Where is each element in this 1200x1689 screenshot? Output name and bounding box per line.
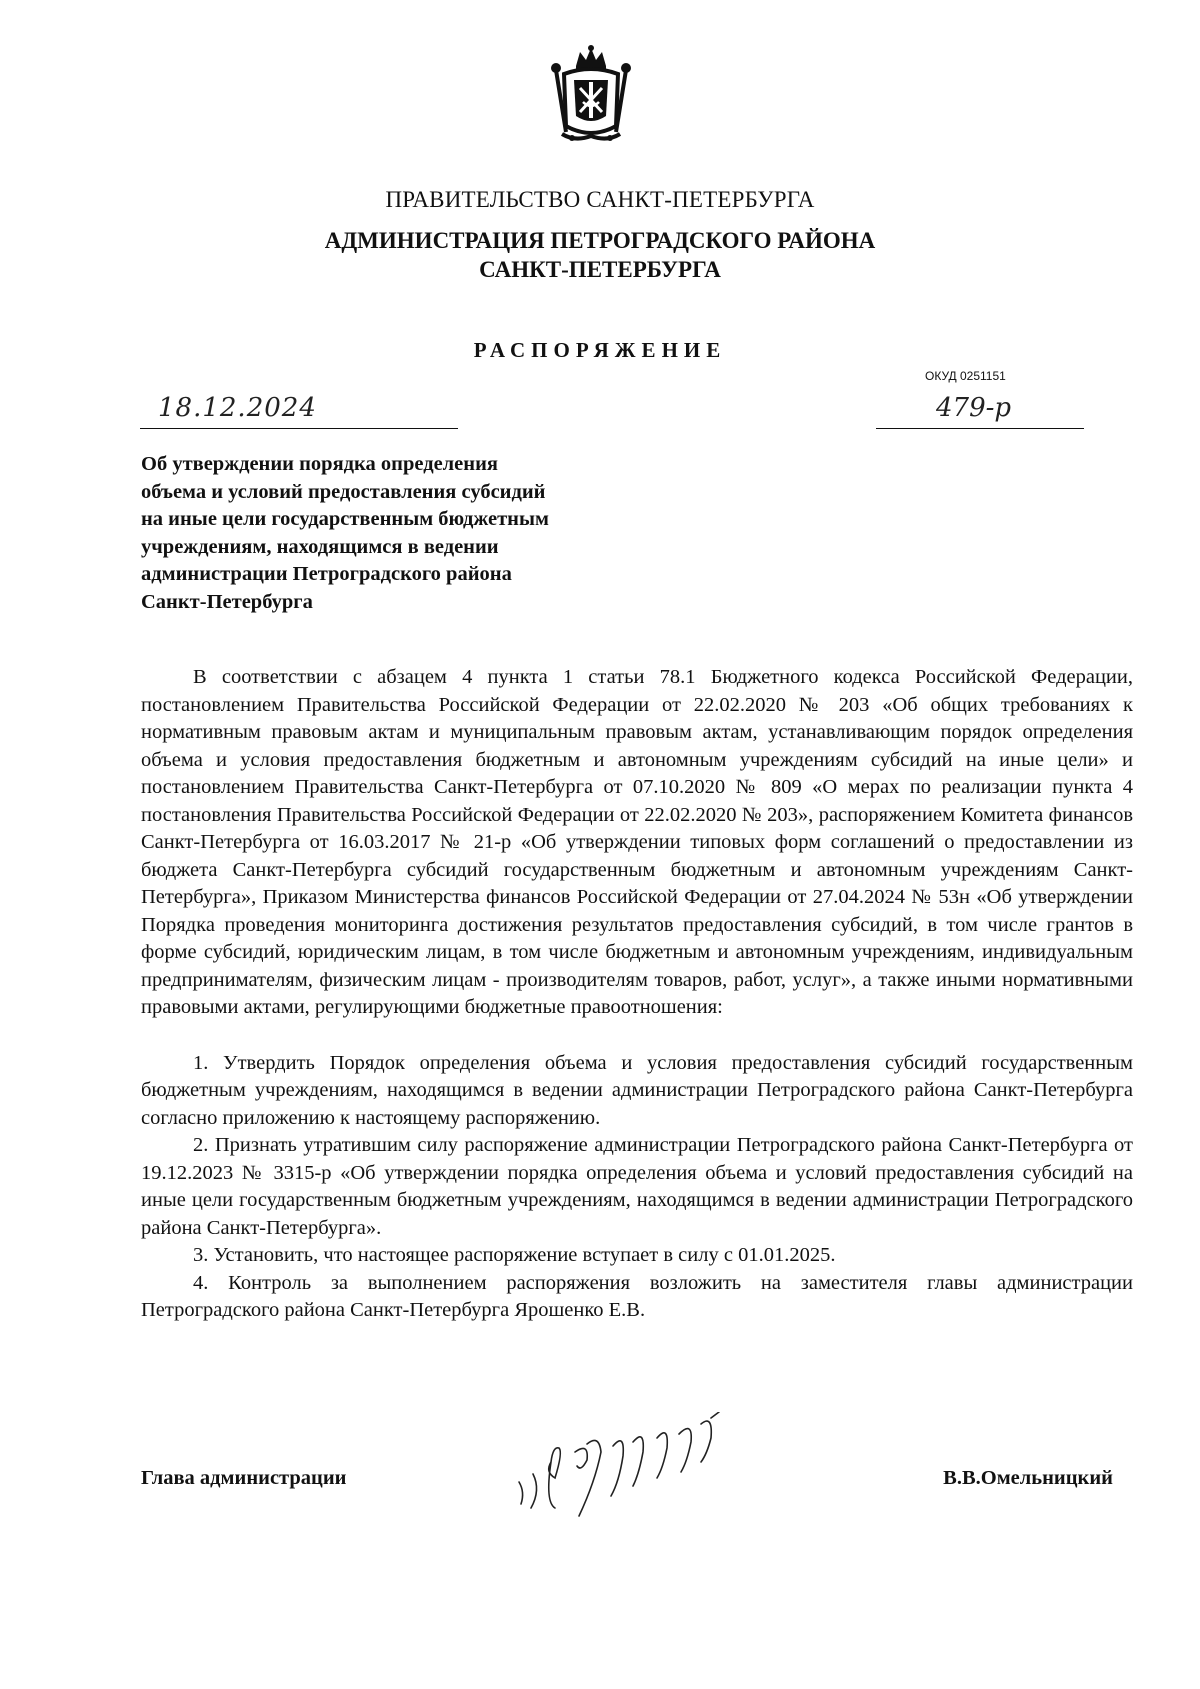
paragraph-gap [141,1022,1133,1050]
document-type: РАСПОРЯЖЕНИЕ [473,338,727,362]
okud-code: ОКУД 0251151 [925,369,1006,383]
order-item-4: 4. Контроль за выполнением распоряжения возложить на заместителя главы администрации Петроградского района Санкт-Петербурга Ярошенко Е.В. [141,1271,1133,1321]
subject-line: на иные цели государственным бюджетным [141,508,549,530]
administration-heading [0,226,1200,284]
subject-line: Об утверждении порядка определения [141,453,498,475]
document-subject [141,451,681,616]
subject-line: администрации Петроградского района [141,563,512,585]
document-number: 479-р [936,393,1012,423]
subject-line: Санкт-Петербурга [141,590,313,613]
document-body [141,664,1133,1325]
document-date-field [140,395,458,429]
subject-line: объема и условий предоставления субсидий [141,480,546,503]
preamble-paragraph: В соответствии с абзацем 4 пункта 1 статьи 78.1 Бюджетного кодекса Российской Федерации, постановлением Правительства Российской Федерации от 22.02.2020 № 203 «Об общих требованиях к нормативным правовым актам и муниципальным правовым актам, устанавливающим порядок определения объема и условия предоставления бюджетным и автономным учреждениям субсидий на иные цели» и постановлением Правительства Санкт-Петербурга от 07.10.2020 № 809 «О мерах по реализации пункта 4 постановления Правительства Российской Федерации от 22.02.2020 № 203», распоряжением Комитета финансов Санкт-Петербурга от 16.03.2017 № 21-р «Об утверждении типовых форм соглашений о предоставлении из бюджета Санкт-Петербурга субсидий государственным бюджетным и автономным учреждениям Санкт-Петербурга», Приказом Министерства финансов Российской Федерации от 27.04.2024 № 53н «Об утверждении Порядка проведения мониторинга достижения результатов предоставления субсидий, в том числе грантов в форме субсидий, юридическим лицам, в том числе бюджетным и автономным учреждениям, индивидуальным предпринимателям, физическим лицам - производителям товаров, работ, услуг», а также иными нормативными правовыми актами, регулирующими бюджетные правоотношения: [141,666,1133,1018]
document-date: 18.12.2024 [158,393,317,423]
document-number-field [876,395,1084,429]
order-item-2: 2. Признать утратившим силу распоряжение администрации Петроградского района Санкт-Петербурга от 19.12.2023 № 3315-р «Об утверждении порядка определения объема и условий предоставления субсидий на иные цели государственным бюджетным учреждениям, находящимся в ведении администрации Петроградского района Санкт-Петербурга». [141,1134,1133,1239]
administration-heading-line1: АДМИНИСТРАЦИЯ ПЕТРОГРАДСКОГО РАЙОНА [324,228,876,253]
government-heading: ПРАВИТЕЛЬСТВО САНКТ-ПЕТЕРБУРГА [385,187,815,212]
signatory-name: В.В.Омельницкий [943,1467,1113,1489]
administration-heading-line2: САНКТ-ПЕТЕРБУРГА [479,257,721,282]
signature-block [141,1467,1113,1507]
order-item-1: 1. Утвердить Порядок определения объема и условия предоставления субсидий государственным бюджетным учреждениям, находящимся в ведении администрации Петроградского района Санкт-Петербурга согласно приложению к настоящему распоряжению. [141,1051,1133,1129]
coat-of-arms-icon [550,44,632,144]
subject-line: учреждениям, находящимся в ведении [141,535,499,558]
order-item-3: 3. Установить, что настоящее распоряжение вступает в силу с 01.01.2025. [193,1244,836,1266]
signatory-title: Глава администрации [141,1467,347,1489]
